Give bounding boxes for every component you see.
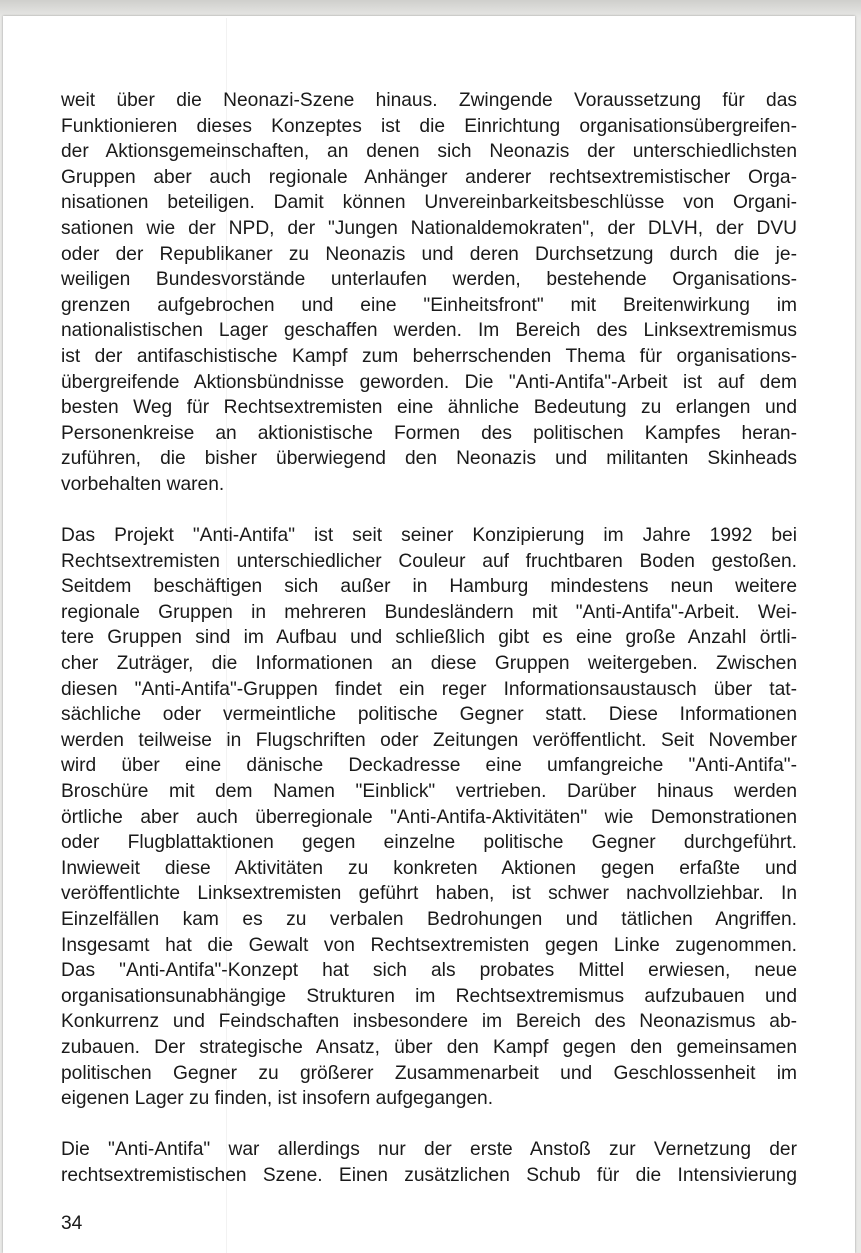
text-line: cher Zuträger, die Informationen an diese Gruppen weitergeben. Zwischen: [61, 653, 797, 675]
text-line: veröffentlichte Linksextremisten geführt haben, ist schwer nachvollziehbar. In: [61, 883, 797, 905]
paragraph-3: [61, 1137, 797, 1188]
text-line: Das Projekt "Anti-Antifa" ist seit seiner Konzipierung im Jahre 1992 bei: [61, 525, 797, 547]
text-line: wird über eine dänische Deckadresse eine umfangreiche "Anti-Antifa"-: [61, 755, 797, 777]
text-line: oder der Republikaner zu Neonazis und deren Durchsetzung durch die je-: [61, 243, 797, 265]
text-line: ist der antifaschistische Kampf zum beherrschenden Thema für organisations-: [61, 345, 797, 367]
text-line: diesen "Anti-Antifa"-Gruppen findet ein reger Informationsaustausch über tat-: [61, 678, 797, 700]
paragraph-2: [61, 523, 797, 1112]
text-line: der Aktionsgemeinschaften, an denen sich Neonazis der unterschiedlichsten: [61, 141, 797, 163]
text-line: Rechtsextremisten unterschiedlicher Couleur auf fruchtbaren Boden gestoßen.: [61, 550, 797, 572]
text-line: nisationen beteiligen. Damit können Unvereinbarkeitsbeschlüsse von Organi-: [61, 192, 797, 214]
paragraph-1: [61, 88, 797, 498]
text-line: zubauen. Der strategische Ansatz, über den Kampf gegen den gemeinsamen: [61, 1036, 797, 1058]
text-line: zuführen, die bisher überwiegend den Neonazis und militanten Skinheads: [61, 448, 797, 470]
text-line: besten Weg für Rechtsextremisten eine ähnliche Bedeutung zu erlangen und: [61, 397, 797, 419]
text-line: Gruppen aber auch regionale Anhänger anderer rechtsextremistischer Orga-: [61, 166, 797, 188]
text-line: organisationsunabhängige Strukturen im Rechtsextremismus aufzubauen und: [61, 985, 797, 1007]
body-text: [61, 88, 797, 1214]
text-line: sationen wie der NPD, der "Jungen Nationaldemokraten", der DLVH, der DVU: [61, 217, 797, 239]
text-line: übergreifende Aktionsbündnisse geworden. Die "Anti-Antifa"-Arbeit ist auf dem: [61, 371, 797, 393]
text-line: weit über die Neonazi-Szene hinaus. Zwingende Voraussetzung für das: [61, 90, 797, 111]
text-line: Seitdem beschäftigen sich außer in Hamburg mindestens neun weitere: [61, 576, 797, 598]
page-number: 34: [61, 1213, 83, 1234]
text-line: oder Flugblattaktionen gegen einzelne politische Gegner durchgeführt.: [61, 832, 797, 854]
text-line: Einzelfällen kam es zu verbalen Bedrohungen und tätlichen Angriffen.: [61, 909, 797, 930]
text-line: politischen Gegner zu größerer Zusammenarbeit und Geschlossenheit im: [61, 1062, 797, 1084]
text-line: nationalistischen Lager geschaffen werden. Im Bereich des Linksextremismus: [61, 320, 797, 342]
text-line: tere Gruppen sind im Aufbau und schließlich gibt es eine große Anzahl örtli-: [61, 627, 797, 649]
text-line: eigenen Lager zu finden, ist insofern aufgegangen.: [61, 1088, 494, 1110]
text-line: Konkurrenz und Feindschaften insbesondere im Bereich des Neonazismus ab-: [61, 1011, 797, 1033]
text-line: regionale Gruppen in mehreren Bundesländern mit "Anti-Antifa"-Arbeit. Wei-: [61, 601, 797, 623]
text-line: Das "Anti-Antifa"-Konzept hat sich als probates Mittel erwiesen, neue: [61, 960, 797, 982]
text-line: Inwieweit diese Aktivitäten zu konkreten Aktionen gegen erfaßte und: [61, 857, 797, 879]
text-line: Insgesamt hat die Gewalt von Rechtsextremisten gegen Linke zugenommen.: [61, 934, 797, 956]
text-line: Broschüre mit dem Namen "Einblick" vertrieben. Darüber hinaus werden: [61, 781, 797, 803]
text-line: sächliche oder vermeintliche politische Gegner statt. Diese Informationen: [61, 704, 797, 726]
text-line: rechtsextremistischen Szene. Einen zusätzlichen Schub für die Intensivierung: [61, 1164, 797, 1186]
text-line: vorbehalten waren.: [61, 473, 225, 495]
text-line: Die "Anti-Antifa" war allerdings nur der erste Anstoß zur Vernetzung der: [61, 1139, 797, 1161]
text-line: örtliche aber auch überregionale "Anti-Antifa-Aktivitäten" wie Demonstrationen: [61, 806, 797, 828]
text-line: grenzen aufgebrochen und eine "Einheitsfront" mit Breitenwirkung im: [61, 294, 797, 316]
text-line: weiligen Bundesvorstände unterlaufen werden, bestehende Organisations-: [61, 269, 797, 291]
text-line: Funktionieren dieses Konzeptes ist die Einrichtung organisationsübergreifen-: [61, 115, 797, 137]
text-line: werden teilweise in Flugschriften oder Zeitungen veröffentlicht. Seit November: [61, 729, 797, 751]
text-line: Personenkreise an aktionistische Formen des politischen Kampfes heran-: [61, 422, 797, 444]
